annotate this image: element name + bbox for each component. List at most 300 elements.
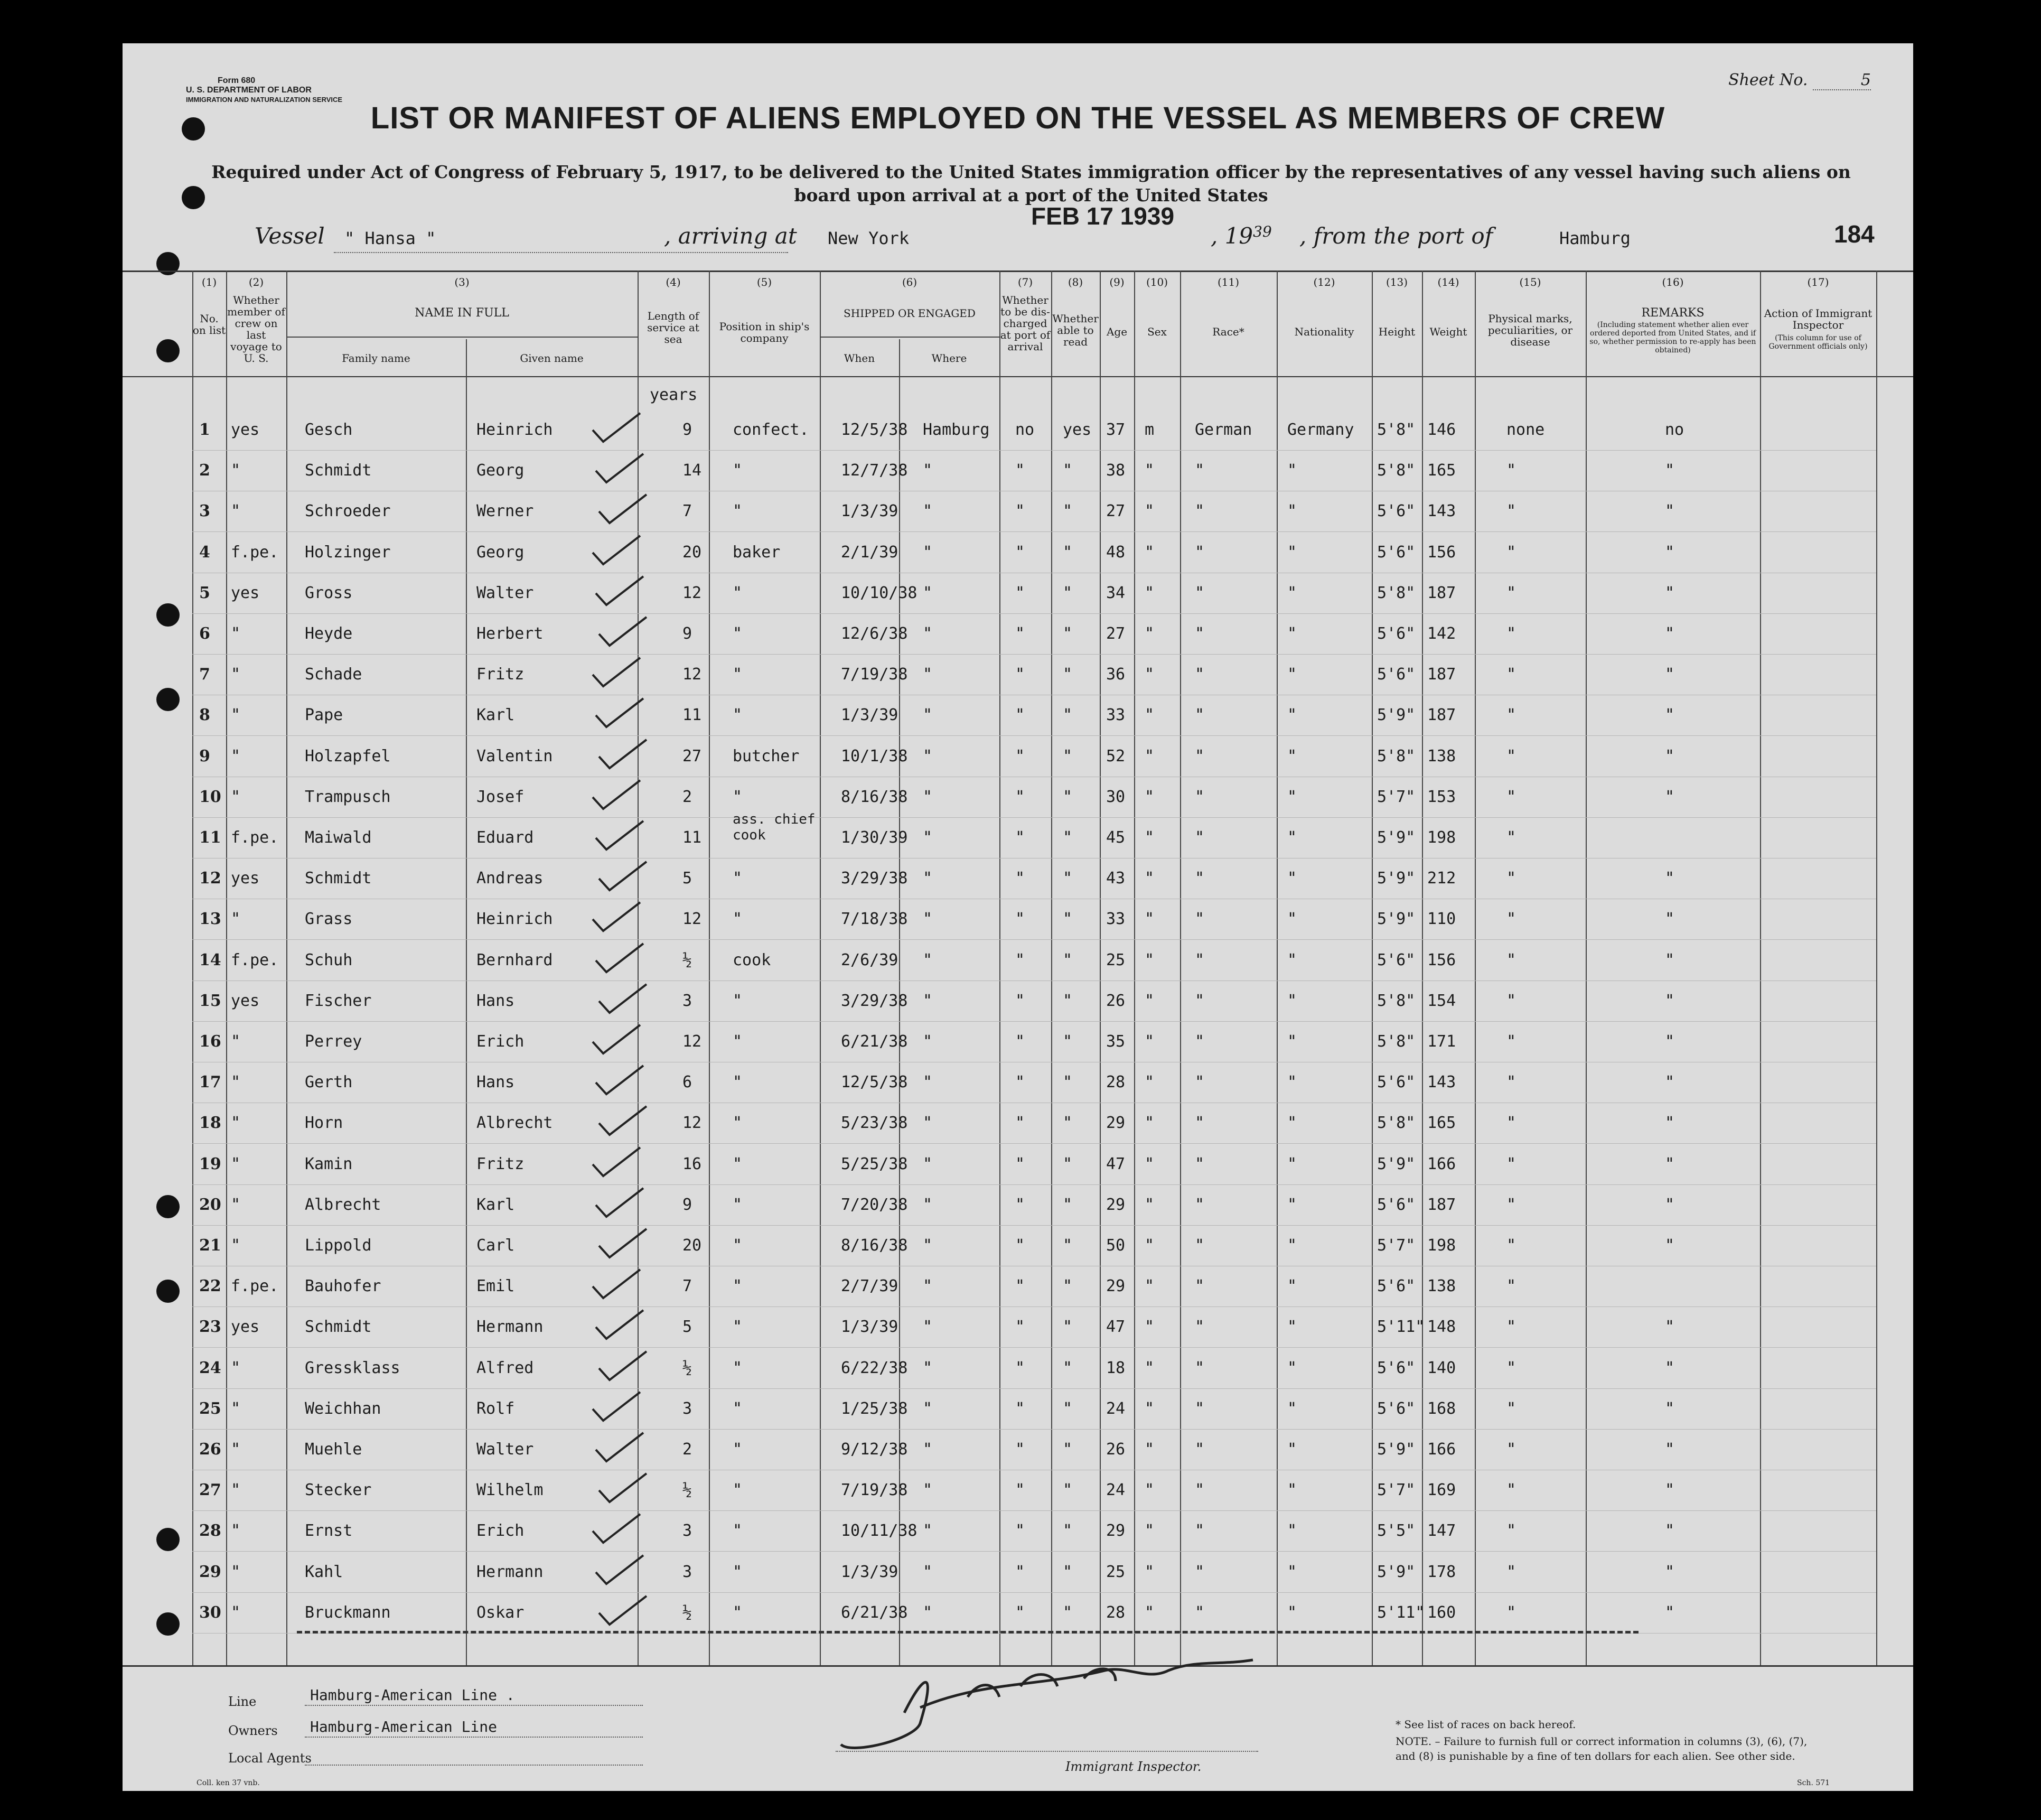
table-row (123, 1392, 1913, 1433)
length-of-service: 6 (682, 1073, 692, 1091)
sex: " (1145, 747, 1155, 766)
shipped-when: 2/1/39 (841, 543, 898, 562)
sex: m (1145, 421, 1155, 439)
race: " (1195, 624, 1205, 643)
col-number: (5) (756, 276, 772, 288)
to-be-discharged: " (1015, 1318, 1025, 1336)
check-mark-icon (591, 694, 649, 731)
sex: " (1145, 992, 1155, 1010)
to-be-discharged: " (1015, 1277, 1025, 1295)
shipped-when: 7/19/38 (841, 665, 908, 684)
position: " (733, 1277, 743, 1295)
row-number: 2 (199, 461, 210, 480)
age: 25 (1106, 1563, 1126, 1581)
table-row (123, 1351, 1913, 1393)
given-name: Josef (476, 788, 525, 806)
able-to-read: " (1063, 788, 1073, 806)
nationality: " (1287, 828, 1297, 847)
able-to-read: " (1063, 869, 1073, 888)
line-label: Line (228, 1694, 257, 1709)
position: " (733, 992, 743, 1010)
remarks: " (1665, 951, 1675, 969)
given-name: Carl (476, 1236, 515, 1255)
physical-marks: " (1506, 1399, 1516, 1418)
header-sub-rule (286, 337, 638, 338)
race: " (1195, 665, 1205, 684)
to-be-discharged: " (1015, 1522, 1025, 1540)
crew-last-voyage: " (231, 1481, 241, 1499)
shipped-when: 1/3/39 (841, 502, 898, 520)
inspector-underline (836, 1751, 1258, 1752)
col-number: (15) (1519, 276, 1541, 288)
position: " (733, 869, 743, 888)
height: 5'6" (1377, 951, 1416, 969)
weight: 138 (1427, 747, 1456, 766)
row-number: 17 (199, 1073, 221, 1091)
weight: 187 (1427, 706, 1456, 724)
shipped-when: 7/20/38 (841, 1196, 908, 1214)
to-be-discharged: " (1015, 1399, 1025, 1418)
row-rule (192, 531, 1876, 532)
sex: " (1145, 706, 1155, 724)
check-mark-icon (587, 1021, 645, 1058)
row-number: 29 (199, 1563, 221, 1581)
nationality: " (1287, 1603, 1297, 1622)
physical-marks: " (1506, 1236, 1516, 1255)
height: 5'8" (1377, 461, 1416, 480)
length-of-service: 27 (682, 747, 702, 766)
shipped-when: 5/23/38 (841, 1114, 908, 1132)
length-of-service: 20 (682, 543, 702, 562)
position: " (733, 910, 743, 928)
line-underline (305, 1705, 643, 1706)
row-number: 14 (199, 951, 221, 969)
remarks: " (1665, 1236, 1675, 1255)
weight: 198 (1427, 828, 1456, 847)
crew-last-voyage: yes (231, 869, 260, 888)
weight: 165 (1427, 1114, 1456, 1132)
height: 5'6" (1377, 665, 1416, 684)
position: " (733, 1399, 743, 1418)
to-be-discharged: " (1015, 1196, 1025, 1214)
table-row (123, 1066, 1913, 1107)
weight: 138 (1427, 1277, 1456, 1295)
page-title: LIST OR MANIFEST OF ALIENS EMPLOYED ON THE VESSEL AS MEMBERS OF CREW (370, 101, 1665, 135)
shipped-when: 1/3/39 (841, 1563, 898, 1581)
check-mark-icon (587, 409, 645, 446)
to-be-discharged: " (1015, 951, 1025, 969)
sex: " (1145, 1032, 1155, 1051)
family-name: Gross (305, 584, 353, 602)
crew-last-voyage: f.pe. (231, 1277, 279, 1295)
nationality: " (1287, 1196, 1297, 1214)
to-be-discharged: " (1015, 1481, 1025, 1499)
nationality: Germany (1287, 421, 1354, 439)
age: 48 (1106, 543, 1126, 562)
row-number: 8 (199, 706, 210, 724)
to-be-discharged: " (1015, 1440, 1025, 1459)
remarks: " (1665, 665, 1675, 684)
check-mark-icon (587, 1388, 645, 1425)
shipped-where: " (923, 584, 933, 602)
able-to-read: " (1063, 1481, 1073, 1499)
able-to-read: " (1063, 1114, 1073, 1132)
position: " (733, 584, 743, 602)
length-of-service: 7 (682, 1277, 692, 1295)
department-name: U. S. DEPARTMENT OF LABOR (186, 86, 312, 95)
age: 26 (1106, 992, 1126, 1010)
row-number: 12 (199, 869, 221, 888)
age: 43 (1106, 869, 1126, 888)
check-mark-icon (591, 1429, 649, 1466)
weight: 169 (1427, 1481, 1456, 1499)
able-to-read: " (1063, 624, 1073, 643)
family-name: Perrey (305, 1032, 362, 1051)
position: butcher (733, 747, 800, 766)
shipped-where: " (923, 992, 933, 1010)
shipped-when: 6/21/38 (841, 1603, 908, 1622)
nationality: " (1287, 951, 1297, 969)
age: 33 (1106, 706, 1126, 724)
row-number: 7 (199, 665, 210, 684)
height: 5'9" (1377, 706, 1416, 724)
length-of-service: 12 (682, 584, 702, 602)
header-when: When (844, 352, 875, 365)
given-name: Herbert (476, 624, 544, 643)
shipped-when: 1/30/39 (841, 828, 908, 847)
nationality: " (1287, 1481, 1297, 1499)
to-be-discharged: " (1015, 1073, 1025, 1091)
family-name: Stecker (305, 1481, 372, 1499)
shipped-where: " (923, 1277, 933, 1295)
row-rule (192, 1225, 1876, 1226)
sex: " (1145, 461, 1155, 480)
able-to-read: " (1063, 1032, 1073, 1051)
able-to-read: " (1063, 665, 1073, 684)
col-number: (3) (454, 276, 470, 288)
sex: " (1145, 502, 1155, 520)
age: 33 (1106, 910, 1126, 928)
crew-last-voyage: yes (231, 1318, 260, 1336)
physical-marks: " (1506, 1032, 1516, 1051)
arriving-label: , arriving at (664, 223, 797, 249)
family-name: Albrecht (305, 1196, 381, 1214)
shipped-where: " (923, 706, 933, 724)
given-name: Walter (476, 1440, 534, 1459)
header-sex: Sex (1147, 325, 1167, 338)
weight: 156 (1427, 543, 1456, 562)
col-number: (8) (1068, 276, 1083, 288)
race: " (1195, 1522, 1205, 1540)
check-mark-icon (587, 898, 645, 935)
given-name: Fritz (476, 1155, 525, 1173)
position: " (733, 1563, 743, 1581)
nationality: " (1287, 910, 1297, 928)
sex: " (1145, 788, 1155, 806)
row-number: 15 (199, 992, 221, 1010)
given-name: Wilhelm (476, 1481, 544, 1499)
physical-marks: " (1506, 665, 1516, 684)
position: " (733, 1318, 743, 1336)
header-remarks-note: (Including statement whether alien ever ordered deported from United States, and if so, whether permission to re-apply has been obtained) (1589, 321, 1756, 354)
row-rule (192, 450, 1876, 451)
able-to-read: " (1063, 1236, 1073, 1255)
row-number: 9 (199, 747, 210, 766)
physical-marks: " (1506, 1114, 1516, 1132)
table-row (123, 413, 1913, 454)
nationality: " (1287, 1155, 1297, 1173)
shipped-when: 12/6/38 (841, 624, 908, 643)
check-mark-icon (594, 1102, 652, 1139)
manifest-sheet (123, 43, 1913, 1791)
to-be-discharged: " (1015, 502, 1025, 520)
height: 5'6" (1377, 624, 1416, 643)
physical-marks: " (1506, 1359, 1516, 1377)
table-row (123, 576, 1913, 618)
position: " (733, 1440, 743, 1459)
race: " (1195, 1073, 1205, 1091)
family-name: Schuh (305, 951, 353, 969)
weight: 153 (1427, 788, 1456, 806)
position: " (733, 502, 743, 520)
owners-underline (305, 1737, 643, 1738)
to-be-discharged: " (1015, 1155, 1025, 1173)
shipped-where: " (923, 461, 933, 480)
table-row (123, 780, 1913, 822)
row-number: 4 (199, 543, 210, 562)
shipped-when: 1/3/39 (841, 706, 898, 724)
nationality: " (1287, 1399, 1297, 1418)
length-of-service: 12 (682, 1114, 702, 1132)
remarks: " (1665, 1522, 1675, 1540)
shipped-where: " (923, 1481, 933, 1499)
nationality: " (1287, 1318, 1297, 1336)
header-inspector-action: Action of Immigrant Inspector (1764, 307, 1873, 331)
nationality: " (1287, 1359, 1297, 1377)
family-name: Gerth (305, 1073, 353, 1091)
height: 5'8" (1377, 747, 1416, 766)
height: 5'6" (1377, 1073, 1416, 1091)
age: 47 (1106, 1155, 1126, 1173)
race: " (1195, 1359, 1205, 1377)
physical-marks: " (1506, 1563, 1516, 1581)
age: 34 (1106, 584, 1126, 602)
crew-last-voyage: " (231, 665, 241, 684)
check-mark-icon (594, 490, 652, 527)
nationality: " (1287, 461, 1297, 480)
crew-last-voyage: " (231, 1603, 241, 1622)
row-rule (192, 939, 1876, 940)
sex: " (1145, 1196, 1155, 1214)
race: " (1195, 1318, 1205, 1336)
punch-hole (156, 339, 180, 362)
crew-last-voyage: " (231, 461, 241, 480)
list-number: 184 (1834, 220, 1875, 248)
shipped-when: 2/7/39 (841, 1277, 898, 1295)
table-row (123, 658, 1913, 699)
position: " (733, 788, 743, 806)
given-name: Valentin (476, 747, 553, 766)
shipped-when: 1/3/39 (841, 1318, 898, 1336)
to-be-discharged: " (1015, 584, 1025, 602)
length-of-service: 3 (682, 1399, 692, 1418)
weight: 147 (1427, 1522, 1456, 1540)
age: 24 (1106, 1399, 1126, 1418)
sex: " (1145, 828, 1155, 847)
able-to-read: " (1063, 1318, 1073, 1336)
height: 5'9" (1377, 828, 1416, 847)
given-name: Walter (476, 584, 534, 602)
physical-marks: " (1506, 1440, 1516, 1459)
row-number: 19 (199, 1155, 221, 1173)
check-mark-icon (591, 450, 649, 487)
age: 26 (1106, 1440, 1126, 1459)
family-name: Trampusch (305, 788, 391, 806)
physical-marks: " (1506, 951, 1516, 969)
shipped-when: 10/11/38 (841, 1522, 917, 1540)
sheet-label: Sheet No. (1728, 71, 1808, 89)
remarks: " (1665, 502, 1675, 520)
family-name: Schmidt (305, 1318, 372, 1336)
race: " (1195, 1196, 1205, 1214)
remarks: " (1665, 543, 1675, 562)
physical-marks: " (1506, 706, 1516, 724)
check-mark-icon (594, 1347, 652, 1384)
shipped-where: " (923, 1563, 933, 1581)
race: " (1195, 1563, 1205, 1581)
table-top-rule (123, 270, 1913, 272)
age: 36 (1106, 665, 1126, 684)
physical-marks: " (1506, 992, 1516, 1010)
check-mark-icon (591, 572, 649, 609)
length-of-service: 5 (682, 1318, 692, 1336)
sex: " (1145, 951, 1155, 969)
age: 27 (1106, 502, 1126, 520)
height: 5'7" (1377, 1236, 1416, 1255)
check-mark-icon (591, 1551, 649, 1588)
table-row (123, 536, 1913, 577)
remarks: " (1665, 1603, 1675, 1622)
shipped-where: " (923, 1236, 933, 1255)
row-rule (192, 817, 1876, 818)
remarks: " (1665, 1032, 1675, 1051)
table-row (123, 454, 1913, 495)
height: 5'9" (1377, 1440, 1416, 1459)
row-number: 16 (199, 1032, 221, 1051)
height: 5'6" (1377, 1277, 1416, 1295)
able-to-read: " (1063, 461, 1073, 480)
family-name: Bauhofer (305, 1277, 381, 1295)
agents-underline (305, 1765, 643, 1766)
header-given-name: Given name (520, 352, 584, 365)
shipped-where: " (923, 747, 933, 766)
table-row (123, 1514, 1913, 1555)
length-of-service: ½ (682, 1359, 692, 1377)
row-rule (192, 613, 1876, 614)
header-race: Race* (1212, 325, 1244, 338)
shipped-when: 10/1/38 (841, 747, 908, 766)
header-weight: Weight (1429, 325, 1467, 338)
position: " (733, 1073, 743, 1091)
position: confect. (733, 421, 809, 439)
length-of-service: 11 (682, 706, 702, 724)
col-number: (10) (1146, 276, 1168, 288)
header-no-on-list: No. on list (192, 312, 226, 337)
to-be-discharged: " (1015, 1236, 1025, 1255)
length-of-service: 20 (682, 1236, 702, 1255)
to-be-discharged: " (1015, 910, 1025, 928)
shipped-when: 12/5/38 (841, 1073, 908, 1091)
nationality: " (1287, 1522, 1297, 1540)
height: 5'8" (1377, 1032, 1416, 1051)
remarks: " (1665, 1114, 1675, 1132)
weight: 187 (1427, 665, 1456, 684)
race: " (1195, 951, 1205, 969)
crew-last-voyage: " (231, 1563, 241, 1581)
race: " (1195, 828, 1205, 847)
shipped-where: " (923, 1318, 933, 1336)
check-mark-icon (587, 1265, 645, 1302)
able-to-read: " (1063, 747, 1073, 766)
position: " (733, 665, 743, 684)
to-be-discharged: " (1015, 624, 1025, 643)
header-family-name: Family name (342, 352, 410, 365)
date-stamp: FEB 17 1939 (1031, 202, 1175, 230)
height: 5'6" (1377, 543, 1416, 562)
remarks: " (1665, 1399, 1675, 1418)
family-name: Gesch (305, 421, 353, 439)
row-number: 21 (199, 1236, 221, 1255)
position: baker (733, 543, 781, 562)
weight: 140 (1427, 1359, 1456, 1377)
to-be-discharged: " (1015, 992, 1025, 1010)
length-of-service: 7 (682, 502, 692, 520)
to-be-discharged: no (1015, 421, 1035, 439)
header-where: Where (931, 352, 967, 365)
row-rule (192, 1551, 1876, 1552)
shipped-where: " (923, 1440, 933, 1459)
height: 5'9" (1377, 1155, 1416, 1173)
position: " (733, 1155, 743, 1173)
check-mark-icon (594, 1592, 652, 1629)
vessel-name: " Hansa " (344, 228, 436, 248)
nationality: " (1287, 992, 1297, 1010)
age: 29 (1106, 1196, 1126, 1214)
shipped-when: 8/16/38 (841, 1236, 908, 1255)
position: " (733, 1603, 743, 1622)
able-to-read: " (1063, 1155, 1073, 1173)
to-be-discharged: " (1015, 665, 1025, 684)
line-value: Hamburg-American Line . (310, 1686, 515, 1704)
table-row (123, 1433, 1913, 1474)
check-mark-icon (591, 1184, 649, 1221)
shipped-when: 3/29/38 (841, 992, 908, 1010)
table-row (123, 902, 1913, 944)
header-name-in-full: NAME IN FULL (415, 306, 509, 320)
table-row (123, 944, 1913, 985)
given-name: Erich (476, 1522, 525, 1540)
race: " (1195, 502, 1205, 520)
family-name: Muehle (305, 1440, 362, 1459)
shipped-where: " (923, 1522, 933, 1540)
physical-marks: " (1506, 624, 1516, 643)
crew-last-voyage: " (231, 1073, 241, 1091)
races-note: * See list of races on back hereof. (1396, 1718, 1576, 1731)
shipped-where: " (923, 910, 933, 928)
position: " (733, 1359, 743, 1377)
to-be-discharged: " (1015, 1603, 1025, 1622)
given-name: Albrecht (476, 1114, 553, 1132)
